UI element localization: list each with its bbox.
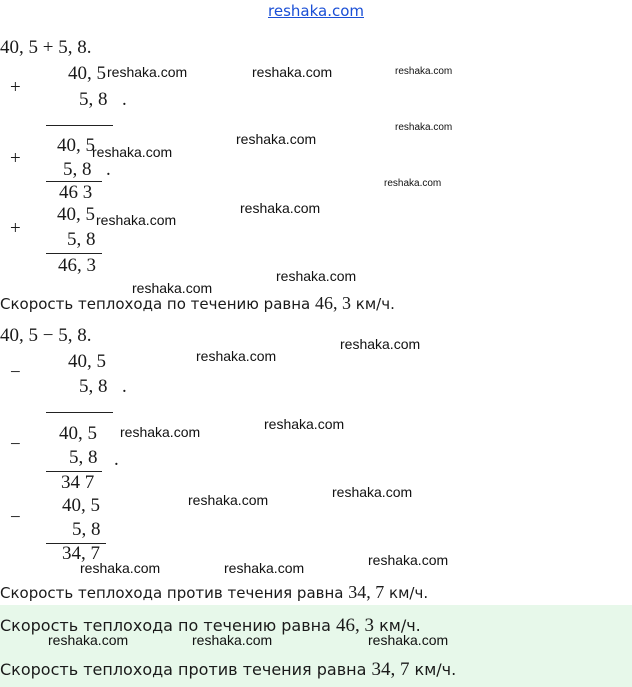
watermark-text: reshaka.com bbox=[48, 632, 129, 648]
minus-sign: − bbox=[10, 507, 21, 528]
dot: . bbox=[114, 449, 119, 470]
dot: . bbox=[122, 376, 127, 397]
sum-line bbox=[46, 253, 102, 254]
watermark-text: reshaka.com bbox=[264, 416, 345, 432]
difference-line bbox=[46, 412, 113, 413]
partial-difference: 34 7 bbox=[61, 472, 95, 493]
watermark-text: reshaka.com bbox=[384, 178, 442, 189]
addend-bottom: 5, 8 bbox=[63, 159, 92, 180]
watermark-text: reshaka.com bbox=[368, 552, 449, 568]
watermark-text: reshaka.com bbox=[236, 131, 317, 147]
minus-sign: − bbox=[10, 434, 21, 455]
addition-expression: 40, 5 + 5, 8. bbox=[0, 37, 92, 58]
watermark-text: reshaka.com bbox=[395, 66, 453, 77]
watermark-text: reshaka.com bbox=[276, 268, 357, 284]
watermark-text: reshaka.com bbox=[340, 336, 421, 352]
addend-bottom: 5, 8 bbox=[79, 89, 108, 110]
sum-result: 46, 3 bbox=[58, 255, 96, 276]
watermark-text: reshaka.com bbox=[196, 348, 277, 364]
sum-line bbox=[46, 125, 113, 126]
minuend: 40, 5 bbox=[62, 495, 100, 516]
watermark-text: reshaka.com bbox=[332, 484, 413, 500]
addend-top: 40, 5 bbox=[68, 63, 106, 84]
addend-top: 40, 5 bbox=[57, 204, 95, 225]
subtrahend: 5, 8 bbox=[69, 447, 98, 468]
watermark-text: reshaka.com bbox=[192, 632, 273, 648]
watermark-text: reshaka.com bbox=[96, 212, 177, 228]
difference-result: 34, 7 bbox=[62, 543, 100, 564]
conclusion-upstream: Скорость теплохода против течения равна 34, 7 км/ч. bbox=[0, 582, 429, 602]
watermark-text: reshaka.com bbox=[240, 200, 321, 216]
subtraction-expression: 40, 5 − 5, 8. bbox=[0, 325, 92, 346]
dot: . bbox=[106, 159, 111, 180]
subtrahend: 5, 8 bbox=[72, 519, 101, 540]
site-header-link[interactable]: reshaka.com bbox=[268, 2, 364, 20]
watermark-text: reshaka.com bbox=[132, 280, 213, 296]
watermark-text: reshaka.com bbox=[395, 122, 453, 133]
watermark-text: reshaka.com bbox=[224, 560, 305, 576]
conclusion-downstream: Скорость теплохода по течению равна 46, 3 км/ч. bbox=[0, 293, 395, 313]
addend-bottom: 5, 8 bbox=[67, 229, 96, 250]
plus-sign: + bbox=[10, 148, 21, 169]
minuend: 40, 5 bbox=[59, 423, 97, 444]
addend-top: 40, 5 bbox=[57, 135, 95, 156]
plus-sign: + bbox=[10, 218, 21, 239]
watermark-text: reshaka.com bbox=[368, 632, 449, 648]
dot: . bbox=[122, 89, 127, 110]
watermark-text: reshaka.com bbox=[80, 560, 161, 576]
watermark-text: reshaka.com bbox=[92, 144, 173, 160]
subtrahend: 5, 8 bbox=[79, 376, 108, 397]
watermark-text: reshaka.com bbox=[120, 424, 201, 440]
watermark-text: reshaka.com bbox=[188, 492, 269, 508]
watermark-text: reshaka.com bbox=[107, 64, 188, 80]
partial-sum: 46 3 bbox=[59, 182, 93, 203]
minuend: 40, 5 bbox=[68, 351, 106, 372]
answer-line-upstream: Скорость теплохода против течения равна 34, 7 км/ч. bbox=[0, 659, 457, 680]
minus-sign: − bbox=[10, 362, 21, 383]
watermark-text: reshaka.com bbox=[252, 64, 333, 80]
plus-sign: + bbox=[10, 77, 21, 98]
answer-line-downstream: Скорость теплохода по течению равна 46, 3 км/ч. bbox=[0, 615, 421, 636]
